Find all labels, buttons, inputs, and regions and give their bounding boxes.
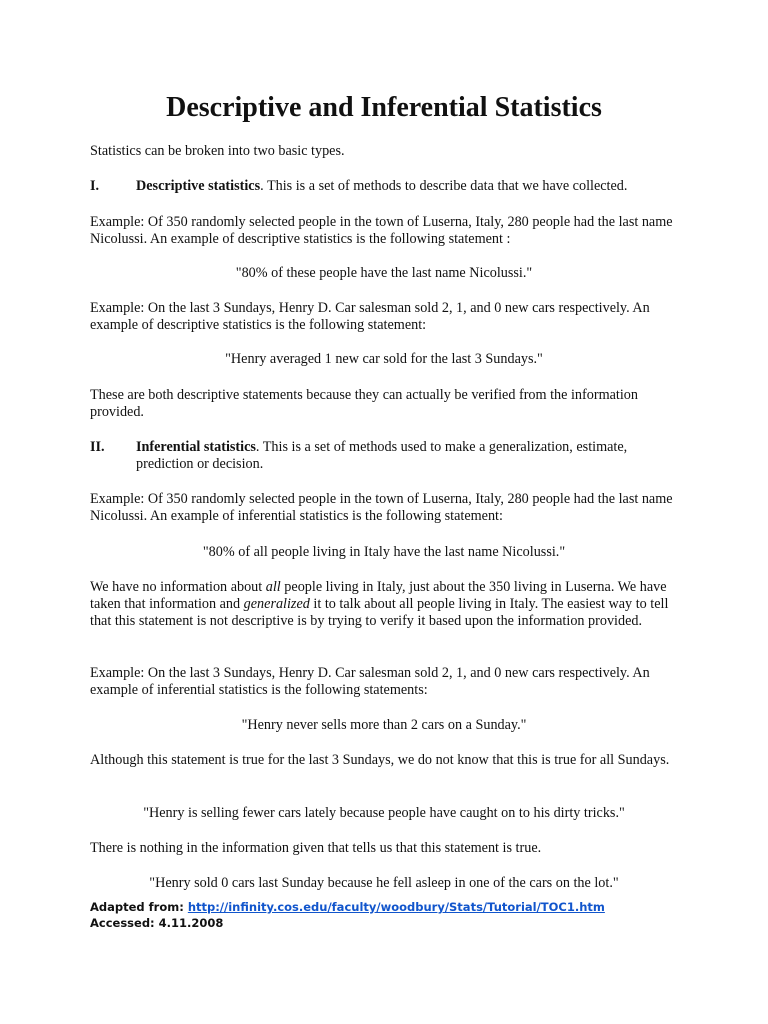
section-heading: Inferential statistics [136,439,256,455]
section-text [136,178,690,195]
quote-4: "Henry never sells more than 2 cars on a Sunday." [241,717,527,733]
section-number: II. [90,439,105,455]
quote-2: "Henry averaged 1 new car sold for the last 3 Sundays." [225,351,543,367]
intro-paragraph: Statistics can be broken into two basic types. [90,143,345,159]
nothing-paragraph: There is nothing in the information given that tells us that this statement is true. [90,840,542,856]
section-number: I. [90,178,100,194]
quote-1: "80% of these people have the last name Nicolussi." [235,265,533,281]
section-descriptive [90,178,690,195]
accessed-date: Accessed: 4.11.2008 [90,916,224,930]
section-heading: Descriptive statistics [136,178,261,194]
example-paragraph-4: Example: On the last 3 Sundays, Henry D. Car salesman sold 2, 1, and 0 new cars respectively. An example of inferential statistics is the following statements: [90,665,650,698]
source-link[interactable]: http://infinity.cos.edu/faculty/woodbury/Stats/Tutorial/TOC1.htm [187,900,605,914]
quote-6: "Henry sold 0 cars last Sunday because he fell asleep in one of the cars on the lot." [149,875,619,891]
section-inferential [90,439,690,473]
source-label: Adapted from: [90,900,188,914]
section-description: . This is a set of methods to describe data that we have collected. [260,178,628,194]
although-paragraph: Although this statement is true for the last 3 Sundays, we do not know that this is true for all Sundays. [90,752,670,768]
section-text [136,439,676,473]
quote-3: "80% of all people living in Italy have the last name Nicolussi." [202,544,566,560]
quote-5: "Henry is selling fewer cars lately because people have caught on to his dirty tricks." [143,805,625,821]
source-citation [90,899,730,931]
both-descriptive-paragraph: These are both descriptive statements because they can actually be verified from the information provided. [90,387,638,420]
no-information-paragraph: We have no information about all people living in Italy, just about the 350 living in Luserna. We have taken that information and generalized it to talk about all people living in Italy. The easiest way to tell that this statement is not descriptive is by trying to verify it based upon the information provided. [90,579,669,629]
page-title: Descriptive and Inferential Statistics [166,92,602,123]
section-description: . This is a set of methods used to make a generalization, estimate, prediction or decision. [136,439,628,472]
example-paragraph-2: Example: On the last 3 Sundays, Henry D. Car salesman sold 2, 1, and 0 new cars respectively. An example of descriptive statistics is the following statement: [90,300,650,333]
example-paragraph-1: Example: Of 350 randomly selected people in the town of Luserna, Italy, 280 people had the last name Nicolussi. An example of descriptive statistics is the following statement : [90,214,673,247]
example-paragraph-3: Example: Of 350 randomly selected people in the town of Luserna, Italy, 280 people had the last name Nicolussi. An example of inferential statistics is the following statement: [90,491,673,524]
